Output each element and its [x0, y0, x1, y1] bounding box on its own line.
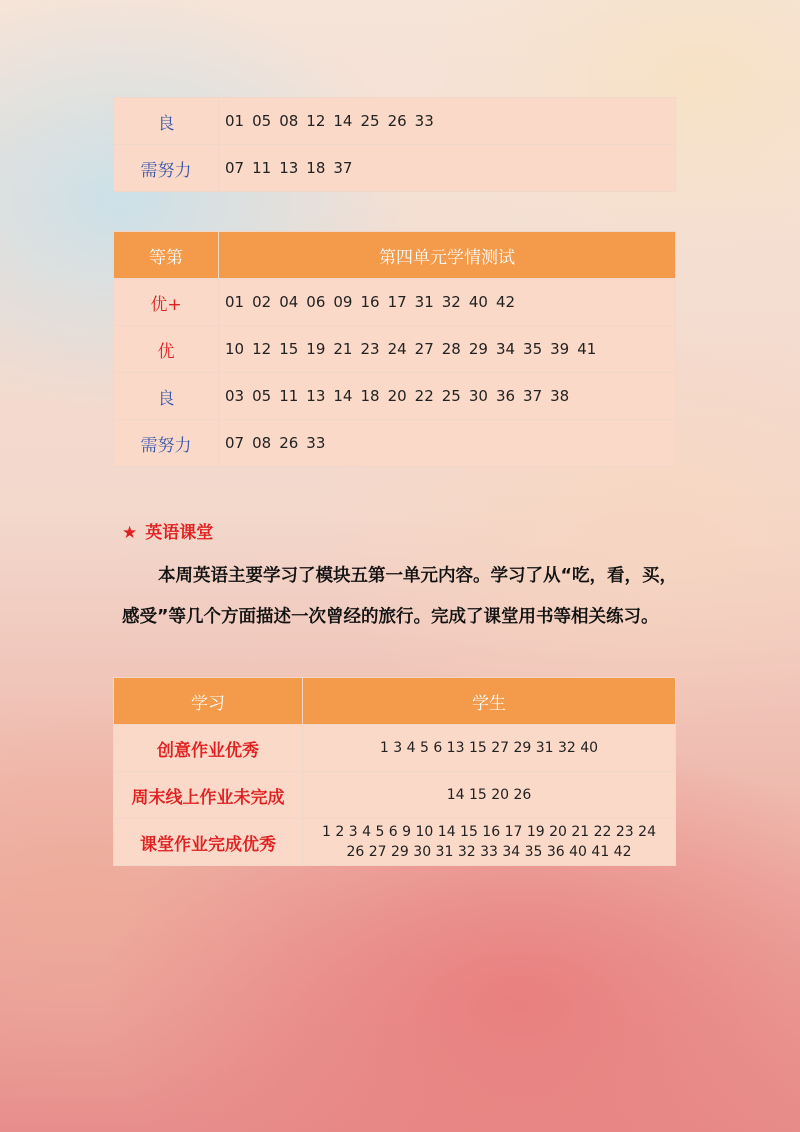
- category-label: 创意作业优秀: [114, 725, 303, 772]
- student-numbers-line: 26 27 29 30 31 32 33 34 35 36 40 41 42: [346, 844, 632, 860]
- student-numbers: 1 3 4 5 6 13 15 27 29 31 32 40: [303, 725, 676, 772]
- student-numbers-line: 1 2 3 4 5 6 9 10 14 15 16 17 19 20 21 22 23 24: [322, 824, 656, 840]
- table-row: [114, 145, 676, 192]
- header-students: 学生: [303, 678, 676, 725]
- student-numbers: 03 05 11 13 14 18 20 22 25 30 36 37 38: [219, 373, 676, 420]
- header-grade: 等第: [114, 232, 219, 279]
- table-header-row: [114, 232, 676, 279]
- table-row: [114, 725, 676, 772]
- english-summary-paragraph: 本周英语主要学习了模块五第一单元内容。学习了从“吃，看，买，感受”等几个方面描述一次曾经的旅行。完成了课堂用书等相关练习。: [122, 566, 677, 627]
- student-numbers: 14 15 20 26: [303, 772, 676, 819]
- header-study: 学习: [114, 678, 303, 725]
- section-title-text: 英语课堂: [145, 523, 214, 543]
- grade-label: 良: [114, 98, 219, 145]
- table-row: [114, 326, 676, 373]
- grade-label: 需努力: [114, 420, 219, 467]
- header-test-name: 第四单元学情测试: [219, 232, 676, 279]
- star-icon: ★: [122, 523, 138, 543]
- student-numbers: 01 02 04 06 09 16 17 31 32 40 42: [219, 279, 676, 326]
- grade-label: 需努力: [114, 145, 219, 192]
- english-section-title: [122, 518, 213, 543]
- category-label: 周末线上作业未完成: [114, 772, 303, 819]
- table-header-row: [114, 678, 676, 725]
- table-row: [114, 772, 676, 819]
- student-numbers: 07 08 26 33: [219, 420, 676, 467]
- category-label: 课堂作业完成优秀: [114, 819, 303, 866]
- table-row: [114, 819, 676, 866]
- student-numbers: 07 11 13 18 37: [219, 145, 676, 192]
- table-row: [114, 420, 676, 467]
- homework-table: [113, 677, 676, 866]
- grade-table-unit4: [113, 231, 676, 467]
- student-numbers: [303, 819, 676, 866]
- grade-label: 优: [114, 326, 219, 373]
- grade-table-previous: [113, 97, 676, 192]
- table-row: [114, 373, 676, 420]
- grade-label: 优+: [114, 279, 219, 326]
- table-row: [114, 98, 676, 145]
- table-row: [114, 279, 676, 326]
- student-numbers: 01 05 08 12 14 25 26 33: [219, 98, 676, 145]
- student-numbers: 10 12 15 19 21 23 24 27 28 29 34 35 39 41: [219, 326, 676, 373]
- grade-label: 良: [114, 373, 219, 420]
